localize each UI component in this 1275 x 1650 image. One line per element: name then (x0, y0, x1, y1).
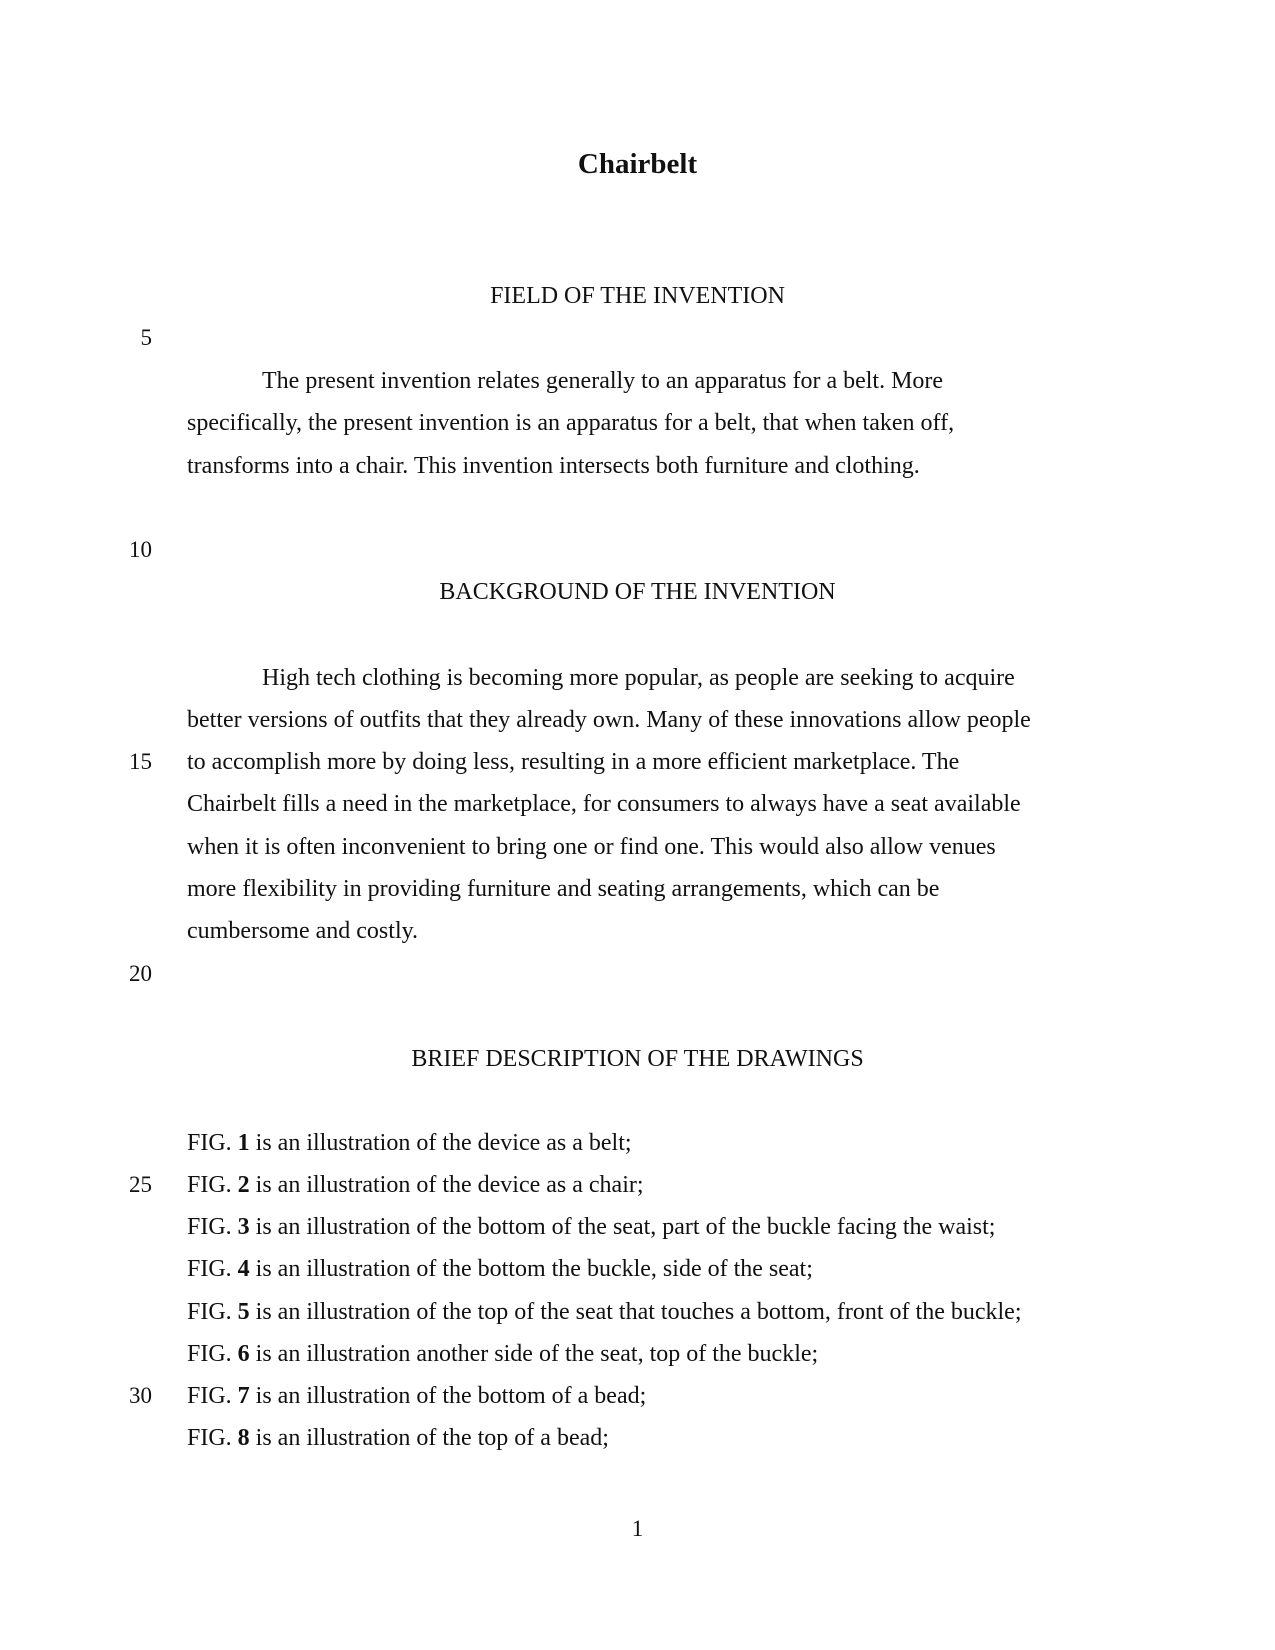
fig-text: is an illustration of the bottom of the seat, part of the buckle facing the waist; (249, 1214, 996, 1240)
fig-number: 5 (237, 1299, 250, 1325)
document-title: Chairbelt (577, 148, 698, 180)
line-number-20: 20 (129, 961, 152, 986)
fig-label: FIG. (187, 1172, 238, 1198)
figure-description-1 (187, 1128, 632, 1158)
fig-label: FIG. (187, 1256, 238, 1282)
figure-description-2 (187, 1170, 644, 1200)
fig-label: FIG. (187, 1214, 238, 1240)
paragraph-line: better versions of outfits that they already own. Many of these innovations allow people (187, 707, 1031, 733)
paragraph-line: specifically, the present invention is an apparatus for a belt, that when taken off, (187, 410, 955, 436)
fig-label: FIG. (187, 1425, 238, 1451)
section-heading-field: FIELD OF THE INVENTION (490, 283, 785, 309)
line-number-30: 30 (129, 1383, 152, 1408)
fig-text: is an illustration another side of the seat, top of the buckle; (249, 1341, 819, 1367)
fig-number: 6 (237, 1341, 250, 1367)
paragraph-line: cumbersome and costly. (187, 918, 419, 944)
fig-number: 8 (237, 1425, 250, 1451)
fig-text: is an illustration of the bottom the buckle, side of the seat; (249, 1256, 813, 1282)
section-heading-drawings: BRIEF DESCRIPTION OF THE DRAWINGS (411, 1046, 864, 1072)
line-number-5: 5 (140, 325, 152, 350)
fig-number: 1 (237, 1130, 250, 1156)
paragraph-line: The present invention relates generally to an apparatus for a belt. More (262, 368, 944, 394)
fig-number: 3 (237, 1214, 250, 1240)
figure-description-6 (187, 1339, 818, 1369)
paragraph-line: when it is often inconvenient to bring one or find one. This would also allow venues (187, 834, 996, 860)
fig-text: is an illustration of the device as a belt; (249, 1130, 632, 1156)
figure-description-7 (187, 1381, 646, 1411)
fig-number: 2 (237, 1172, 250, 1198)
section-heading-background: BACKGROUND OF THE INVENTION (439, 579, 836, 605)
fig-number: 7 (237, 1383, 250, 1409)
figure-description-3 (187, 1212, 995, 1242)
fig-text: is an illustration of the top of a bead; (249, 1425, 609, 1451)
figure-description-5 (187, 1297, 1022, 1327)
line-number-25: 25 (129, 1172, 152, 1197)
fig-label: FIG. (187, 1130, 238, 1156)
line-number-10: 10 (129, 537, 152, 562)
fig-text: is an illustration of the bottom of a bead; (249, 1383, 647, 1409)
figure-description-4 (187, 1254, 813, 1284)
line-number-15: 15 (129, 749, 152, 774)
paragraph-line: more flexibility in providing furniture and seating arrangements, which can be (187, 876, 940, 902)
paragraph-line: to accomplish more by doing less, resulting in a more efficient marketplace. The (187, 749, 960, 775)
paragraph-line: High tech clothing is becoming more popular, as people are seeking to acquire (262, 665, 1015, 691)
figure-description-8 (187, 1423, 609, 1453)
paragraph-line: Chairbelt fills a need in the marketplace, for consumers to always have a seat available (187, 791, 1021, 817)
fig-number: 4 (237, 1256, 250, 1282)
page-number: 1 (631, 1516, 644, 1541)
fig-label: FIG. (187, 1383, 238, 1409)
fig-text: is an illustration of the device as a chair; (249, 1172, 644, 1198)
paragraph-line: transforms into a chair. This invention intersects both furniture and clothing. (187, 453, 920, 479)
fig-label: FIG. (187, 1299, 238, 1325)
fig-text: is an illustration of the top of the seat that touches a bottom, front of the buckle; (249, 1299, 1022, 1325)
fig-label: FIG. (187, 1341, 238, 1367)
